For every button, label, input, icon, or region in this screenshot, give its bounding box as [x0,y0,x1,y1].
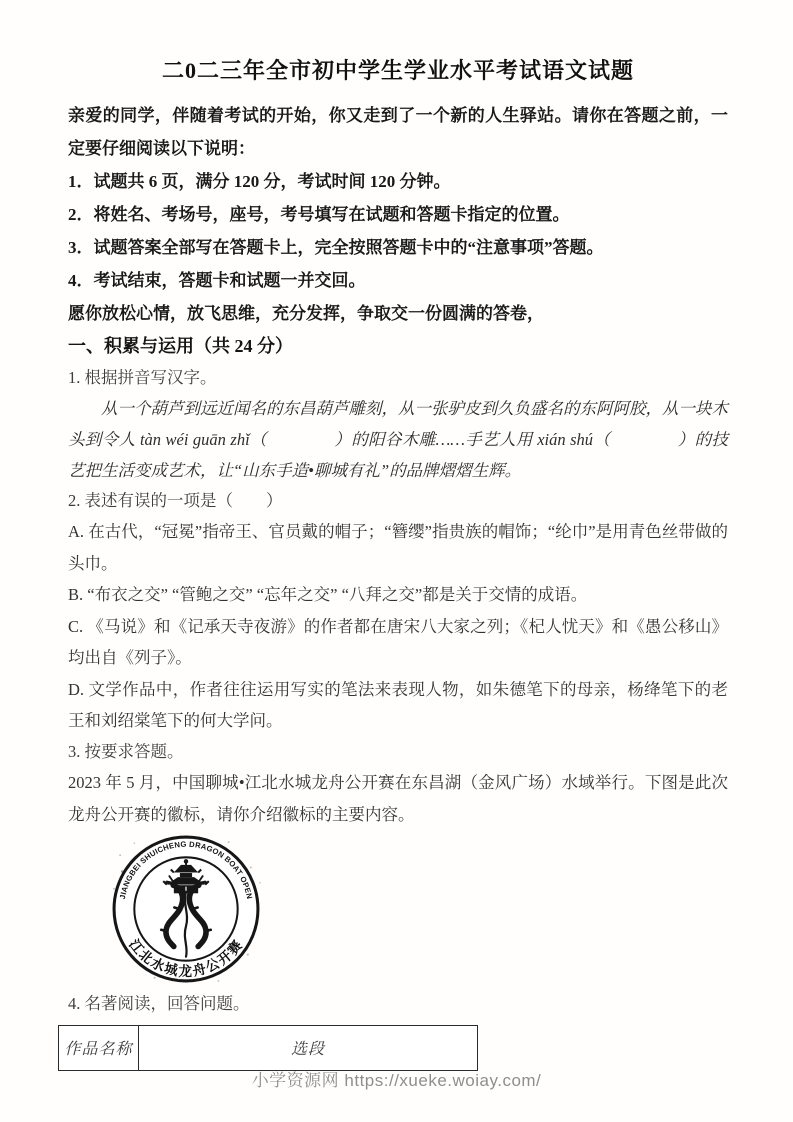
exam-content [64,55,728,1071]
intro-paragraph: 亲爱的同学，伴随着考试的开始，你又走到了一个新的人生驿站。请你在答题之前，一定要仔细阅读以下说明： [68,106,728,158]
instruction-item-1: 1．试题共 6 页，满分 120 分，考试时间 120 分钟。 [68,172,451,191]
logo-arc-bottom-text: 江北水城龙舟公开赛 [126,936,246,979]
q3-passage: 2023 年 5 月，中国聊城•江北水城龙舟公开赛在东昌湖（金风广场）水域举行。下图是此次龙舟公开赛的徽标，请你介绍徽标的主要内容。 [68,772,728,824]
question-3-label: 3. 按要求答题。 [68,741,184,761]
page-title: 二0二三年全市初中学生学业水平考试语文试题 [161,58,634,83]
option-a: A. 在古代，“冠冕”指帝王、官员戴的帽子；“簪缨”指贵族的帽饰；“纶巾”是用青色丝带做的头巾。 [68,522,728,573]
option-c: C. 《马说》和《记承天寺夜游》的作者都在唐宋八大家之列；《杞人忧天》和《愚公移山》均出自《列子》。 [68,616,728,667]
table-header-row [59,1025,478,1070]
wish-line: 愿你放松心情，放飞思维，充分发挥，争取交一份圆满的答卷， [68,304,544,323]
question-1-label: 1. 根据拼音写汉字。 [68,368,217,387]
section-heading: 一、积累与运用（共 24 分） [68,336,293,356]
instruction-item-3: 3．试题答案全部写在答题卡上，完全按照答题卡中的“注意事项”答题。 [68,238,604,257]
dragon-boat-logo [110,833,262,985]
question-4-label: 4. 名著阅读，回答问题。 [68,993,250,1013]
option-d: D. 文学作品中，作者往往运用写实的笔法来表现人物，如朱德笔下的母亲，杨绛笔下的老王和刘绍棠笔下的何大学问。 [68,679,728,730]
instruction-item-2: 2．将姓名、考场号，座号，考号填写在试题和答题卡指定的位置。 [68,205,570,224]
table-header-work-title: 作品名称 [59,1025,139,1070]
question-2-label: 2. 表述有误的一项是（ ） [68,491,283,510]
q1-pinyin-passage: 从一个葫芦到远近闻名的东昌葫芦雕刻，从一张驴皮到久负盛名的东阿阿胶，从一块木头到令人 tàn wéi guān zhǐ（ ）的阳谷木雕……手艺人用 xián shú（ ）的技艺把生活变成艺术，让“山东手造•聊城有礼”的品牌熠熠生辉。 [68,399,728,480]
footer-watermark: 小学资源网 https://xueke.woiay.com/ [251,1071,542,1090]
table-header-excerpt: 选段 [139,1025,478,1070]
option-b: B. “布衣之交” “管鲍之交” “忘年之交” “八拜之交”都是关于交情的成语。 [68,585,588,604]
logo-arc-top-text: JIANGBEI SHUICHENG DRAGON BOAT OPEN [117,839,255,900]
instruction-item-4: 4．考试结束，答题卡和试题一并交回。 [68,271,366,290]
dragon-boat-logo-stamp [110,833,262,985]
works-table [58,1025,478,1071]
